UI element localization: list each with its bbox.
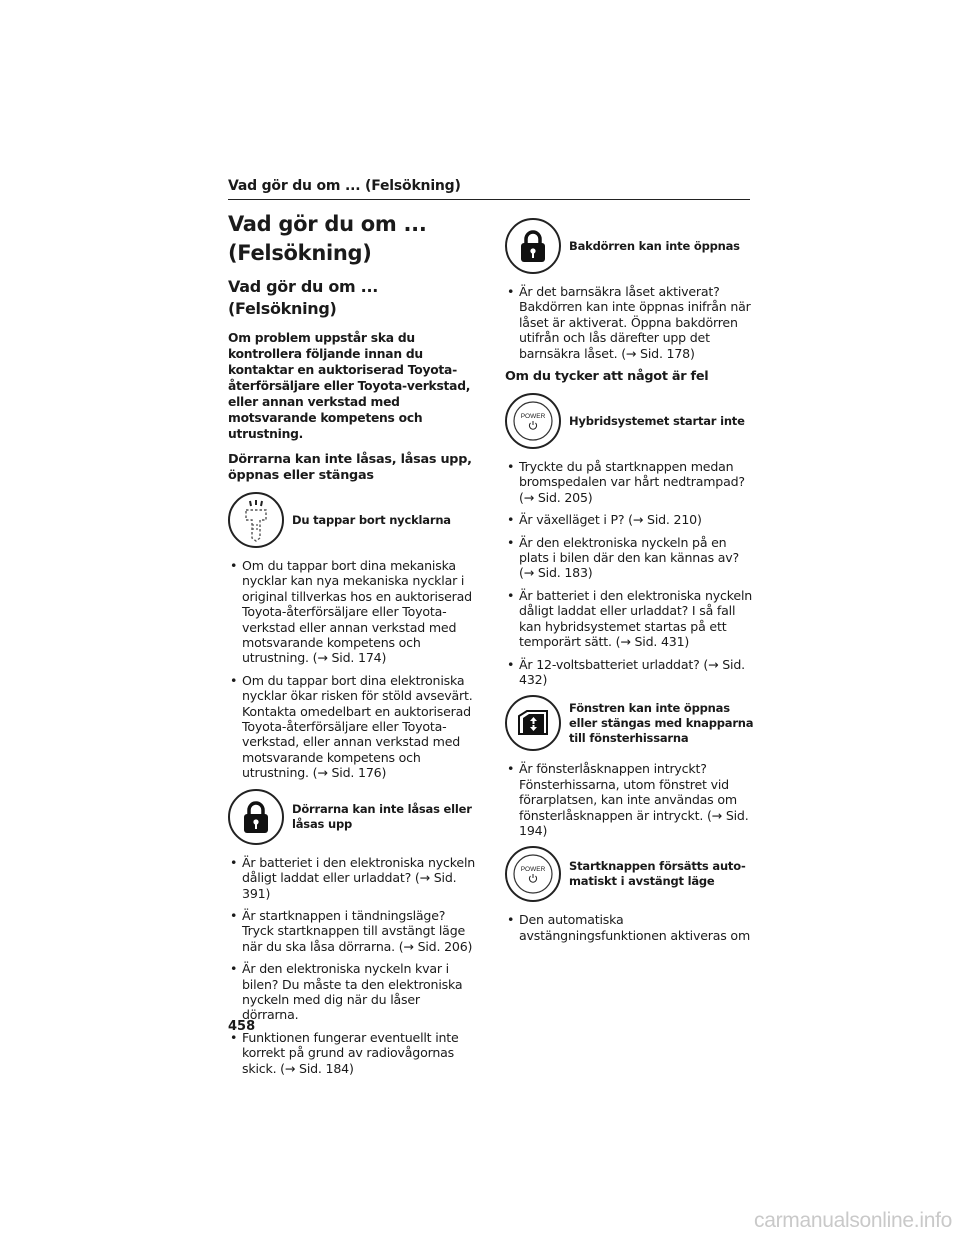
page-title: Vad gör du om ... (Felsökning): [228, 212, 427, 265]
auto-off-list: [505, 912, 755, 943]
back-door-label: Bakdörren kan inte öppnas: [569, 238, 740, 253]
list-item: • Är växelläget i P? (→ Sid. 210): [505, 512, 755, 527]
power-button-text: POWER: [520, 413, 546, 421]
left-column: [228, 210, 478, 1084]
auto-off-label: Startknappen försätts automatiskt i avstängt läge: [569, 859, 746, 889]
lost-keys-heading: [228, 492, 478, 548]
section-title: Vad gör du om ... (Felsökning): [228, 277, 379, 318]
windows-list: [505, 761, 755, 838]
list-item: • Om du tappar bort dina mekaniska nycklar kan nya mekaniska nycklar i original tillverkas hos en auktoriserad Toyota-återförsäljare eller Toyota-verkstad eller annan verkstad med motsvarande kompetens och utrustning. (→ Sid. 174): [228, 558, 478, 666]
list-item: • Tryckte du på startknappen medan bromspedalen var hårt nedtrampad? (→ Sid. 205): [505, 459, 755, 505]
lost-keys-list: [228, 558, 478, 781]
page-number: 458: [228, 1019, 256, 1034]
power-button-text: POWER: [520, 866, 546, 874]
doors-lock-heading: [228, 789, 478, 845]
topic-heading-faults: Om du tycker att något är fel: [505, 369, 709, 385]
lost-keys-label: Du tappar bort nycklarna: [292, 512, 451, 527]
hybrid-list: [505, 459, 755, 687]
hybrid-label: Hybridsystemet startar inte: [569, 413, 745, 428]
padlock-icon: [505, 218, 561, 274]
power-button-icon: [505, 846, 561, 902]
windows-label: Fönstren kan inte öppnas eller stängas med knapparna till fönsterhissarna: [569, 700, 754, 745]
doors-lock-list: [228, 855, 478, 1076]
back-door-heading: [505, 218, 755, 274]
list-item: • Är det barnsäkra låset aktiverat? Bakdörren kan inte öppnas inifrån när låset är aktiverat. Öppna bakdörren utifrån och lås därefter upp det barnsäkra låset. (→ Sid. 178): [505, 284, 755, 361]
topic-heading-doors: Dörrarna kan inte låsas, låsas upp, öppnas eller stängas: [228, 452, 472, 483]
list-item: • Den automatiska avstängningsfunktionen aktiveras om: [505, 912, 755, 943]
list-item: • Är den elektroniska nyckeln på en plats i bilen där den kan kännas av? (→ Sid. 183): [505, 535, 755, 581]
right-column: [505, 210, 755, 951]
back-door-list: [505, 284, 755, 361]
list-item: • Är den elektroniska nyckeln kvar i bilen? Du måste ta den elektroniska nyckeln med dig när du låser dörrarna.: [228, 961, 478, 1023]
running-header: Vad gör du om ... (Felsökning): [228, 178, 750, 200]
key-icon: [228, 492, 284, 548]
power-button-icon: [505, 393, 561, 449]
list-item: • Är fönsterlåsknappen intryckt? Fönsterhissarna, utom fönstret vid förarplatsen, kan inte användas om fönsterlåsknappen är intryckt. (→ Sid. 194): [505, 761, 755, 838]
list-item: • Om du tappar bort dina elektroniska nycklar ökar risken för stöld avsevärt. Kontakta omedelbart en auktoriserad Toyota-återförsäljare eller Toyota-verkstad, eller annan verkstad med motsvarande kompetens och utrustning. (→ Sid. 176): [228, 673, 478, 781]
watermark: carmanualsonline.info: [754, 1209, 952, 1232]
intro-paragraph: Om problem uppstår ska du kontrollera följande innan du kontaktar en auktoriserad Toyota-återförsäljare eller Toyota-verkstad, eller annan verkstad med motsvarande kompetens och utrustning.: [228, 331, 471, 441]
list-item: • Är startknappen i tändningsläge? Tryck startknappen till avstängt läge när du ska låsa dörrarna. (→ Sid. 206): [228, 908, 478, 954]
list-item: • Är batteriet i den elektroniska nyckeln dåligt laddat eller urladdat? (→ Sid. 391): [228, 855, 478, 901]
hybrid-heading: [505, 393, 755, 449]
windows-heading: [505, 695, 755, 751]
list-item: • Funktionen fungerar eventuellt inte korrekt på grund av radiovågornas skick. (→ Sid. 184): [228, 1030, 478, 1076]
list-item: • Är 12-voltsbatteriet urladdat? (→ Sid. 432): [505, 657, 755, 688]
doors-lock-label: Dörrarna kan inte låsas eller låsas upp: [292, 801, 472, 831]
list-item: • Är batteriet i den elektroniska nyckeln dåligt laddat eller urladdat? I så fall kan hybridsystemet startas på ett temporärt sätt. (→ Sid. 431): [505, 588, 755, 650]
auto-off-heading: [505, 846, 755, 902]
window-icon: [505, 695, 561, 751]
padlock-icon: [228, 789, 284, 845]
